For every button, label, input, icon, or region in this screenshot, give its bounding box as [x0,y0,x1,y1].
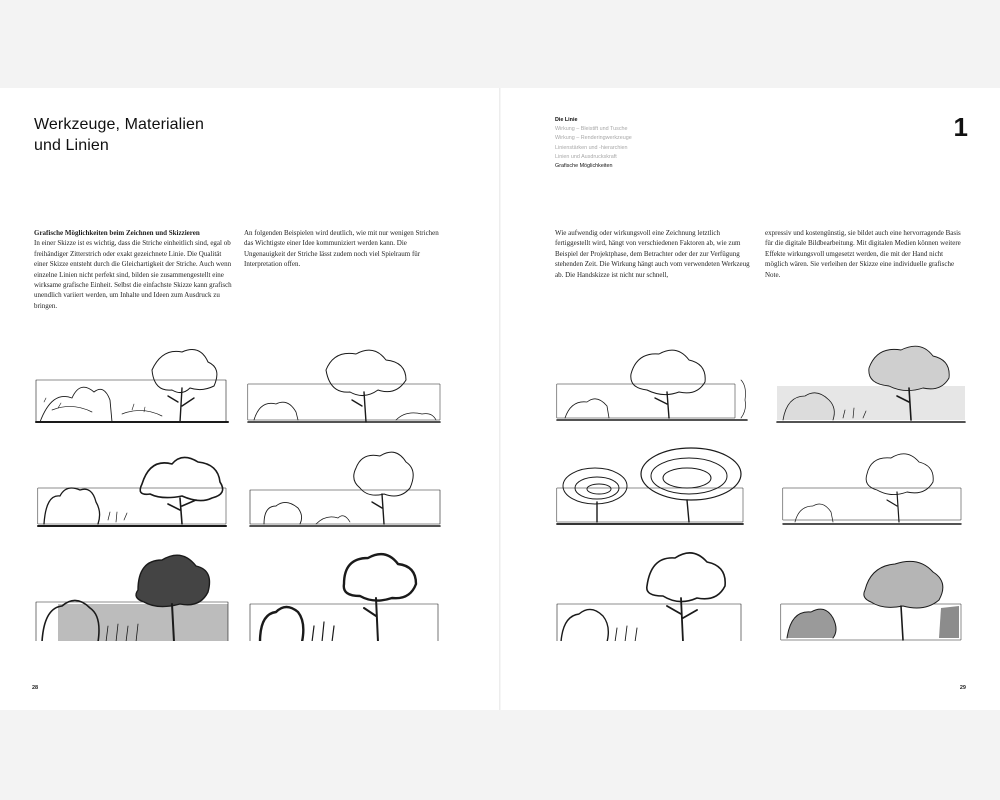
right-text-column-1 [555,228,757,280]
sketch-illustration [551,546,751,641]
right-col1-paragraph: Wie aufwendig oder wirkungsvoll eine Zeichnung letztlich fertiggestellt wird, hängt von verschiedenen Faktoren ab, wie zum Beispiel der Projektphase, dem Betrachter oder der zur Verfügung stehenden Zeit. Die Wirkung hängt auch vom verwendeten Werkzeug ab. Die Handskizze ist nicht nur schnell, [555,229,750,279]
page-number: 28 [32,685,39,691]
left-col2-paragraph: An folgenden Beispielen wird deutlich, wie mit nur wenigen Strichen das Wichtigste einer Idee kommuniziert werden kann. Die Ungenauigkeit der Striche lässt zudem noch viel Spielraum für Interpretation offen. [244,229,439,269]
section-subheading: Grafische Möglichkeiten beim Zeichnen und Skizzieren [34,229,200,237]
sketch-illustration [246,444,446,539]
toc-item: Wirkung – Renderingwerkzeuge [555,135,632,142]
sketch-illustration [773,444,973,539]
left-page [0,88,499,710]
sketch-illustration [773,546,973,641]
toc-item: Linienstärken und -hierarchien [555,144,628,151]
toc-heading: Die Linie [555,117,578,123]
toc-item: Wirkung – Bleistift und Tusche [555,126,628,133]
left-text-column-2 [244,228,446,270]
sketch-illustration [32,546,232,641]
sketch-illustration [551,340,751,435]
sketch-illustration [246,340,446,435]
left-col1-paragraph: In einer Skizze ist es wichtig, dass die Striche einheitlich sind, egal ob freihändiger Zitterstrich oder exakt gezeichnete Linie. Die Qualität einer Skizze entsteht durch die Gleichartigkeit der Striche. Auch wenn einzelne Linien nicht perfekt sind, bilden sie zusammengestellt eine wirksame grafische Einheit. Selbst die einfachste Skizze kann grafisch unendlich variiert werden, um Inhalte und Ideen zum Ausdruck zu bringen. [34,239,232,310]
sketch-illustration [246,546,446,641]
sketch-illustration [551,444,751,539]
chapter-number: 1 [953,112,968,142]
chapter-toc [555,116,735,171]
sketch-illustration [32,444,232,539]
page-number: 29 [959,685,966,691]
book-spread [0,88,1000,710]
sketch-illustration [773,340,973,435]
chapter-title-line1: Werkzeuge, Materialien [34,116,204,133]
right-page [501,88,1000,710]
right-text-column-2 [765,228,967,280]
sketch-illustration [32,340,232,435]
left-text-column-1 [34,228,236,311]
chapter-title [34,114,254,156]
right-col2-paragraph: expressiv und kostengünstig, sie bildet auch eine hervorragende Basis für die digitale Bildbearbeitung. Mit digitalen Medien können weitere Effekte wirkungsvoll umgesetzt werden, die mit der Hand nicht möglich wären. Sie verleihen der Skizze eine individuelle grafische Note. [765,229,961,279]
toc-item-active: Grafische Möglichkeiten [555,163,613,170]
toc-item: Linien und Ausdruckskraft [555,153,617,160]
chapter-title-line2: und Linien [34,137,109,154]
